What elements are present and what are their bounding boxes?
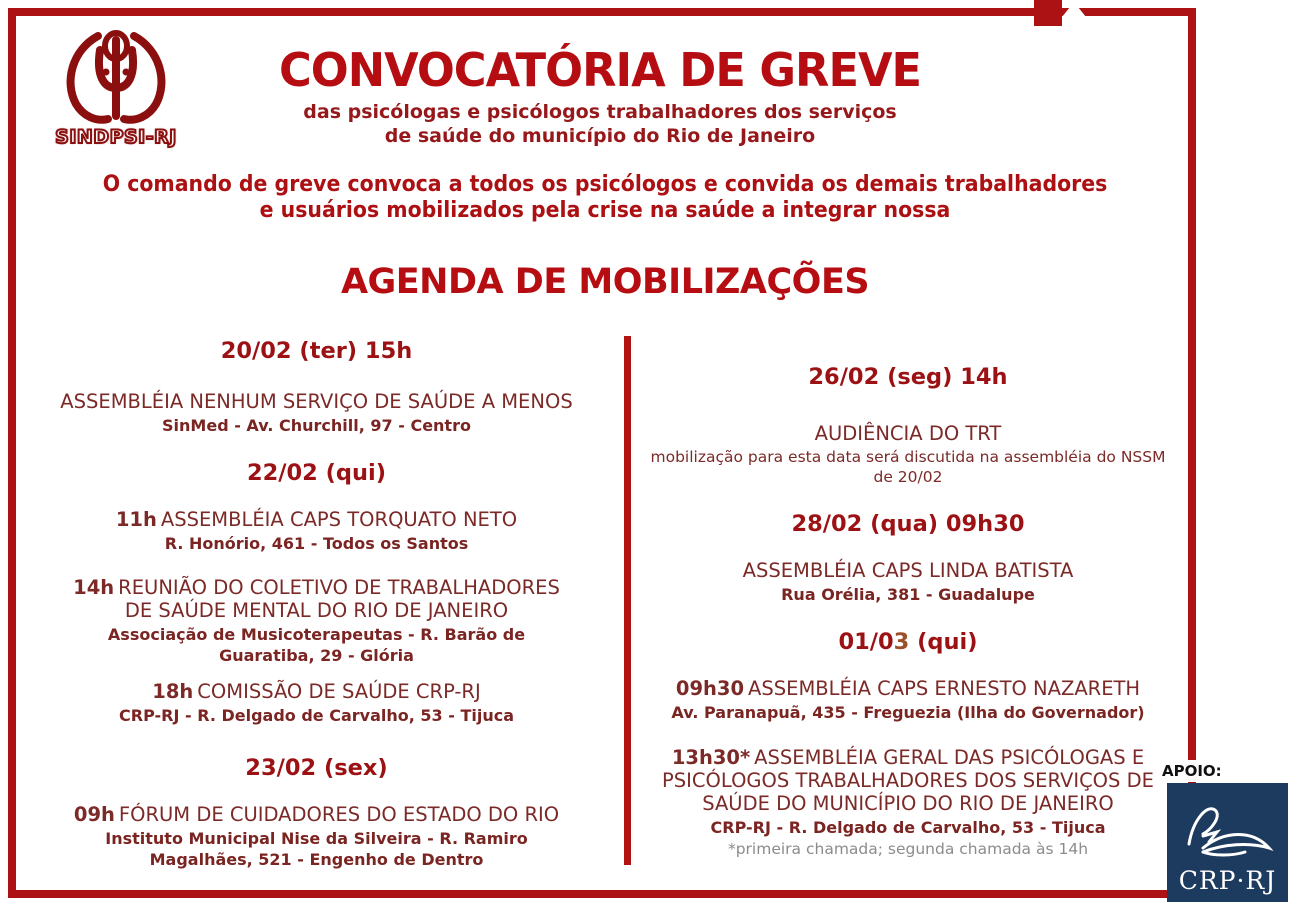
event-name: 09h FÓRUM DE CUIDADORES DO ESTADO DO RIO [73, 803, 560, 826]
date-heading: 26/02 (seg) 14h [808, 364, 1008, 390]
agenda-event [24, 508, 609, 554]
date-heading: 22/02 (qui) [246, 460, 387, 486]
event-name: 11h ASSEMBLÉIA CAPS TORQUATO NETO [115, 508, 518, 531]
event-note: mobilização para esta data será discutida na assembléia do NSSM de 20/02 [650, 448, 1166, 486]
intro-paragraph [80, 172, 1131, 224]
agenda-event [648, 559, 1168, 605]
agenda-event [24, 390, 609, 436]
crp-rj-logo [1167, 783, 1288, 902]
event-name: ASSEMBLÉIA CAPS LINDA BATISTA [742, 559, 1074, 582]
event-venue: R. Honório, 461 - Todos os Santos [164, 534, 469, 553]
top-border-notch [1062, 2, 1086, 17]
agenda-event [648, 677, 1168, 723]
agenda-event [24, 576, 609, 666]
event-time: 09h [73, 803, 115, 826]
subtitle-line1: das psicólogas e psicólogos trabalhadores dos serviços [303, 101, 897, 123]
date-heading: 28/02 (qua) 09h30 [791, 511, 1025, 537]
event-name: 14h REUNIÃO DO COLETIVO DE TRABALHADORES DE SAÚDE MENTAL DO RIO DE JANEIRO [73, 576, 560, 622]
agenda-event [648, 422, 1168, 487]
event-time: 13h30* [671, 746, 751, 769]
date-digit-alt: 3 [893, 629, 910, 655]
event-name: 18h COMISSÃO DE SAÚDE CRP-RJ [152, 680, 481, 703]
page-title: CONVOCATÓRIA DE GREVE [278, 43, 922, 97]
intro-line2: e usuários mobilizados pela crise na saúde a integrar nossa [259, 198, 951, 223]
top-border-tab [1034, 0, 1062, 26]
event-venue: Associação de Musicoterapeutas - R. Barão de Guaratiba, 29 - Glória [107, 625, 526, 665]
event-time: 18h [152, 680, 194, 703]
subtitle-line2: de saúde do município do Rio de Janeiro [384, 125, 816, 147]
event-venue: Av. Paranapuã, 435 - Freguezia (Ilha do Governador) [671, 703, 1145, 722]
intro-line1: O comando de greve convoca a todos os psicólogos e convida os demais trabalhadores [102, 172, 1108, 197]
date-heading: 23/02 (sex) [245, 755, 388, 781]
column-divider [624, 336, 631, 865]
header [150, 44, 1050, 148]
event-time: 11h [115, 508, 157, 531]
agenda-column-right [648, 362, 1168, 859]
agenda-event [648, 746, 1168, 859]
crp-bird-icon [1173, 796, 1283, 868]
event-venue: Instituto Municipal Nise da Silveira - R. Ramiro Magalhães, 521 - Engenho de Dentro [105, 829, 528, 869]
sindpsi-logo-label: SINDPSI-RJ [55, 126, 177, 148]
event-name: 13h30* ASSEMBLÉIA GERAL DAS PSICÓLOGAS E PSICÓLOGOS TRABALHADORES DOS SERVIÇOS DE SAÚDE DO MUNICÍPIO DO RIO DE JANEIRO [662, 746, 1154, 815]
agenda-heading: AGENDA DE MOBILIZAÇÕES [340, 262, 870, 302]
event-venue: Rua Orélia, 381 - Guadalupe [781, 585, 1035, 604]
event-name: ASSEMBLÉIA NENHUM SERVIÇO DE SAÚDE A MENOS [60, 390, 573, 413]
event-venue: SinMed - Av. Churchill, 97 - Centro [162, 416, 471, 435]
event-name: 09h30 ASSEMBLÉIA CAPS ERNESTO NAZARETH [675, 677, 1141, 700]
event-time: 09h30 [675, 677, 745, 700]
event-footnote: *primeira chamada; segunda chamada às 14h [727, 840, 1089, 858]
event-time: 14h [73, 576, 115, 599]
support-label: APOIO: [1158, 760, 1228, 782]
event-venue: CRP-RJ - R. Delgado de Carvalho, 53 - Tijuca [119, 706, 514, 725]
event-venue: CRP-RJ - R. Delgado de Carvalho, 53 - Tijuca [710, 818, 1106, 837]
agenda-event [24, 680, 609, 726]
crp-logo-label: CRP·RJ [1178, 866, 1277, 895]
date-heading: 01/03 (qui) [838, 629, 978, 655]
agenda-event [24, 803, 609, 870]
date-heading: 20/02 (ter) 15h [220, 338, 413, 364]
event-name: AUDIÊNCIA DO TRT [814, 422, 1002, 445]
agenda-column-left [24, 336, 609, 870]
